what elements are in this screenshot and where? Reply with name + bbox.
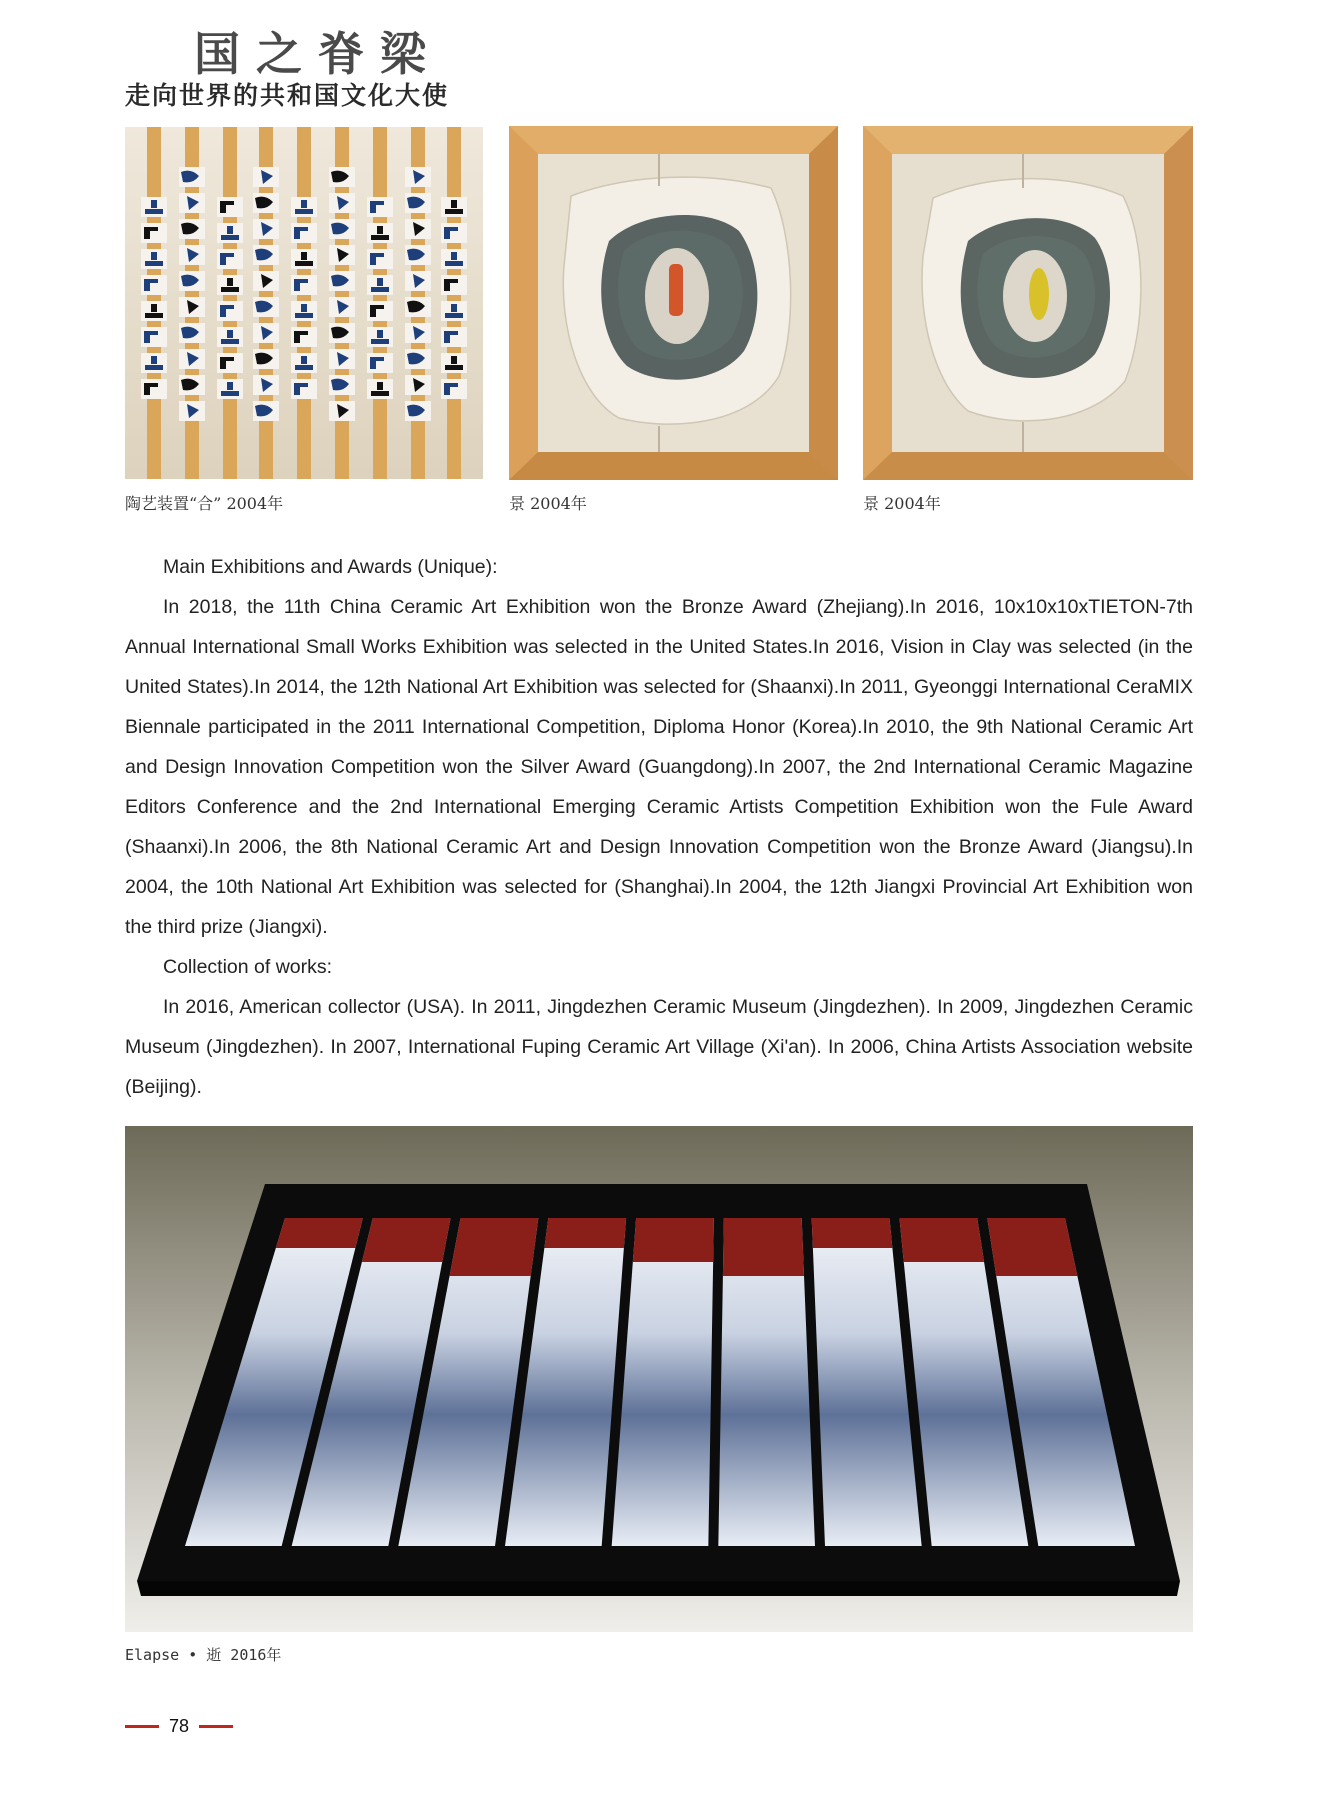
framed-ceramic-yellow-icon	[863, 126, 1193, 480]
page-number-value: 78	[169, 1716, 190, 1736]
collection-paragraph: In 2016, American collector (USA). In 2011, Jingdezhen Ceramic Museum (Jingdezhen). In 2009, Jingdezhen Ceramic Museum (Jingdezhen). In 2007, International Fuping Ceramic Art Village (Xi'an). In 2006, China Artists Association website (Beijing).	[125, 996, 1193, 1098]
exhibitions-heading: Main Exhibitions and Awards (Unique):	[163, 556, 498, 578]
caption-installation: 陶艺装置“合” 2004年	[125, 494, 284, 513]
page-number	[125, 1716, 233, 1737]
page-rule-right	[199, 1725, 233, 1728]
framed-ceramic-red-icon	[509, 126, 838, 480]
collection-heading: Collection of works:	[163, 956, 333, 978]
oxblood-glaze	[276, 1218, 363, 1248]
oxblood-glaze	[362, 1218, 451, 1262]
oxblood-glaze	[544, 1218, 626, 1248]
oxblood-glaze	[812, 1218, 893, 1248]
caption-framed-yellow: 景 2004年	[863, 494, 941, 513]
photo-installation	[125, 127, 483, 479]
photo-framed-yellow	[863, 126, 1193, 480]
page-rule-left	[125, 1725, 159, 1728]
photo-elapse	[125, 1126, 1193, 1632]
ceramic-panels-icon	[125, 1126, 1193, 1632]
page-subtitle: 走向世界的共和国文化大使	[125, 81, 450, 110]
exhibitions-paragraph: In 2018, the 11th China Ceramic Art Exhibition won the Bronze Award (Zhejiang).In 2016, 10x10x10xTIETON-7th Annual International Small Works Exhibition was selected in the United States.In 2016, Vision in Clay was selected (in the United States).In 2014, the 12th National Art Exhibition was selected for (Shaanxi).In 2011, Gyeonggi International CeraMIX Biennale participated in the 2011 International Competition, Diploma Honor (Korea).In 2010, the 9th National Ceramic Art and Design Innovation Competition won the Silver Award (Guangdong).In 2007, the 2nd International Ceramic Magazine Editors Conference and the 2nd International Emerging Ceramic Artists Competition Exhibition won the Fule Award (Shaanxi).In 2006, the 8th National Ceramic Art and Design Innovation Competition won the Bronze Award (Jiangsu).In 2004, the 10th National Art Exhibition was selected for (Shanghai).In 2004, the 12th Jiangxi Provincial Art Exhibition won the third prize (Jiangxi).	[125, 596, 1193, 938]
oxblood-glaze	[633, 1218, 714, 1262]
caption-elapse: Elapse • 逝 2016年	[125, 1646, 282, 1664]
oxblood-glaze	[723, 1218, 804, 1276]
photo-framed-red	[509, 126, 838, 480]
oxblood-glaze	[450, 1218, 539, 1276]
article-body	[125, 547, 1193, 1107]
oxblood-glaze	[987, 1218, 1077, 1276]
caption-framed-red: 景 2004年	[509, 494, 587, 513]
oxblood-glaze	[899, 1218, 984, 1262]
ceramic-installation-icon	[125, 127, 483, 479]
page-title: 国之脊梁	[194, 27, 442, 81]
